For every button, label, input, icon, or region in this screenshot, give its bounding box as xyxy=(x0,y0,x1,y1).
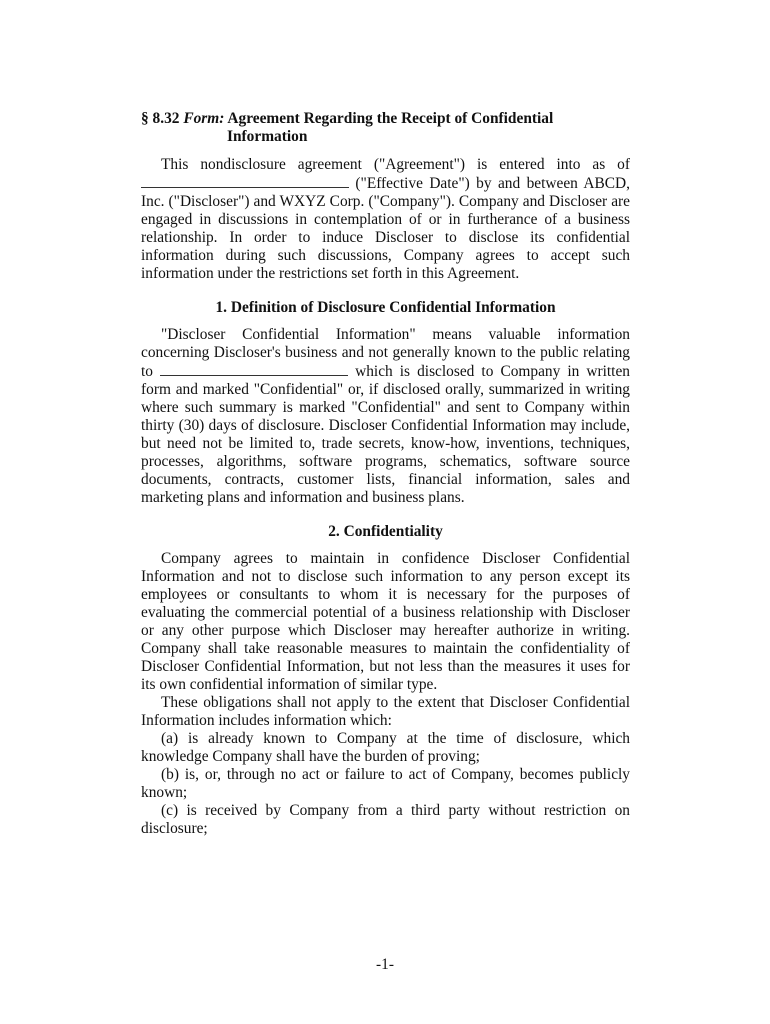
document-title xyxy=(141,110,630,146)
document-page xyxy=(141,110,630,838)
exception-item-a: (a) is already known to Company at the time of disclosure, which knowledge Company shall have the burden of proving; xyxy=(141,730,630,765)
intro-paragraph xyxy=(141,156,630,283)
effective-date-blank xyxy=(141,174,349,188)
section-1-text-1: "Discloser Confidential Information" means valuable information concerning Discloser's business and not generally known to the public relating to xyxy=(141,326,630,380)
section-2-heading: 2. Confidentiality xyxy=(328,523,443,540)
section-2-paragraph-1: Company agrees to maintain in confidence Discloser Confidential Information and not to disclose such information to any person except its employees or consultants to whom it is necessary for the purposes of evaluating the commercial potential of a business relationship with Discloser or any other purpose which Discloser may hereafter authorize in writing. Company shall take reasonable measures to maintain the confidentiality of Discloser Confidential Information, but not less than the measures it uses for its own confidential information of similar type. xyxy=(141,550,630,693)
section-1-paragraph xyxy=(141,326,630,507)
section-1-heading: 1. Definition of Disclosure Confidential Information xyxy=(215,299,556,316)
exception-item-b: (b) is, or, through no act or failure to act of Company, becomes publicly known; xyxy=(141,766,630,801)
exception-item-c: (c) is received by Company from a third party without restriction on disclosure; xyxy=(141,802,630,837)
form-label: Form: xyxy=(183,110,225,127)
relating-to-blank xyxy=(160,362,348,376)
section-1-text-2: which is disclosed to Company in written form and marked "Confidential" or, if disclosed orally, summarized in writing where such summary is marked "Confidential" and sent to Company within thirty (30) days of disclosure. Discloser Confidential Information may include, but need not be limited to, trade secrets, know-how, inventions, techniques, processes, algorithms, software programs, schematics, software source documents, contracts, customer lists, financial information, sales and marketing plans and information and business plans. xyxy=(141,363,630,506)
page-number: -1- xyxy=(376,956,394,973)
section-2-paragraph-2: These obligations shall not apply to the extent that Discloser Confidential Information includes information which: xyxy=(141,694,630,729)
section-number: § 8.32 xyxy=(141,110,180,127)
title-line-1: Agreement Regarding the Receipt of Confidential xyxy=(227,110,554,127)
intro-text-2: ("Effective Date") by and between ABCD, Inc. ("Discloser") and WXYZ Corp. ("Company"). Company and Discloser are engaged in discussions in contemplation of or in furtherance of a business relationship. In order to induce Discloser to disclose its confidential information during such discussions, Company agrees to accept such information under the restrictions set forth in this Agreement. xyxy=(141,175,630,282)
intro-text-1: This nondisclosure agreement ("Agreement") is entered into as of xyxy=(161,156,630,173)
title-line-2: Information xyxy=(227,128,308,145)
